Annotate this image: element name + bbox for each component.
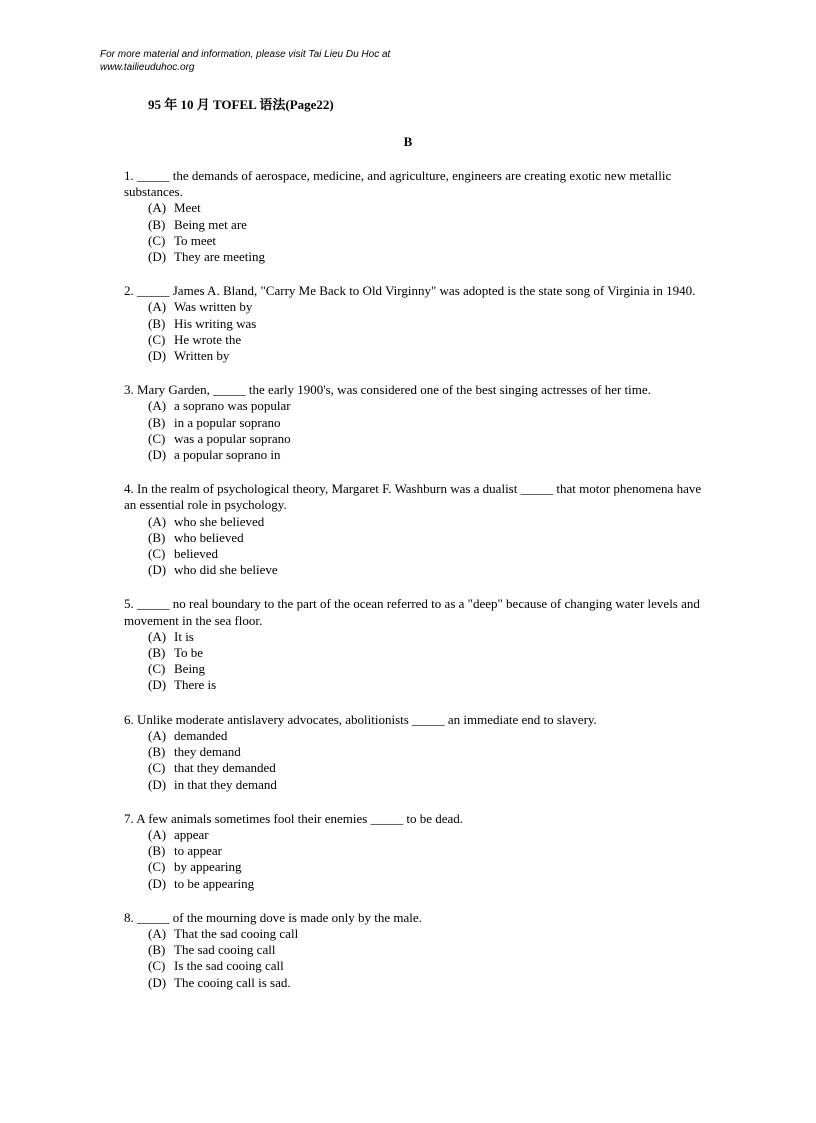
- option-text: That the sad cooing call: [174, 925, 299, 941]
- question-2-option-4: [148, 348, 704, 364]
- question-stem: [124, 481, 704, 513]
- question-7-option-2: [148, 843, 704, 859]
- question-stem: [124, 283, 704, 299]
- option-letter: (A): [148, 826, 167, 842]
- option-text: they demand: [174, 744, 241, 760]
- option-letter: (B): [148, 315, 166, 331]
- option-letter: (D): [148, 249, 167, 265]
- question-3-option-2: [148, 415, 704, 431]
- option-letter: (B): [148, 414, 166, 430]
- option-text: a soprano was popular: [174, 398, 291, 414]
- question-1-option-1: [148, 200, 704, 216]
- option-letter: (B): [148, 744, 166, 760]
- answer-options: [124, 629, 704, 694]
- section-label: B: [403, 134, 413, 149]
- question-4-option-4: [148, 562, 704, 578]
- question-8-option-1: [148, 926, 704, 942]
- option-letter: (C): [148, 331, 166, 347]
- question-5-option-2: [148, 645, 704, 661]
- question-3-option-1: [148, 398, 704, 414]
- option-letter: (A): [148, 398, 167, 414]
- question-text: A few animals sometimes fool their enemies _____ to be dead.: [136, 810, 464, 826]
- option-text: He wrote the: [174, 331, 242, 347]
- option-text: To be: [174, 645, 204, 661]
- question-6: [124, 712, 704, 793]
- option-letter: (C): [148, 661, 166, 677]
- option-text: who did she believe: [174, 562, 278, 578]
- question-text: _____ James A. Bland, "Carry Me Back to Old Virginny" was adopted is the state song of Virginia in 1940.: [137, 283, 696, 299]
- answer-options: [124, 926, 704, 991]
- question-text: Unlike moderate antislavery advocates, abolitionists _____ an immediate end to slavery.: [137, 711, 597, 727]
- option-text: who she believed: [174, 513, 265, 529]
- question-number: 6.: [124, 711, 134, 727]
- option-letter: (A): [148, 200, 167, 216]
- answer-options: [124, 728, 704, 793]
- option-letter: (D): [148, 974, 167, 990]
- option-text: was a popular soprano: [174, 430, 291, 446]
- option-letter: (A): [148, 299, 167, 315]
- option-text: in a popular soprano: [174, 414, 281, 430]
- option-letter: (B): [148, 645, 166, 661]
- question-stem: [124, 168, 704, 200]
- answer-options: [124, 514, 704, 579]
- option-letter: (B): [148, 942, 166, 958]
- question-stem: [124, 596, 704, 628]
- question-4-option-2: [148, 530, 704, 546]
- question-1-option-4: [148, 249, 704, 265]
- question-8-option-4: [148, 975, 704, 991]
- option-text: that they demanded: [174, 760, 276, 776]
- question-8-option-2: [148, 942, 704, 958]
- option-letter: (D): [148, 875, 167, 891]
- option-text: to be appearing: [174, 875, 255, 891]
- question-5-option-1: [148, 629, 704, 645]
- option-letter: (C): [148, 760, 166, 776]
- question-6-option-1: [148, 728, 704, 744]
- option-letter: (B): [148, 216, 166, 232]
- option-text: Is the sad cooing call: [174, 958, 284, 974]
- question-2-option-3: [148, 332, 704, 348]
- question-3: [124, 382, 704, 463]
- option-text: appear: [174, 826, 209, 842]
- question-number: 8.: [124, 909, 134, 925]
- answer-options: [124, 827, 704, 892]
- option-letter: (C): [148, 958, 166, 974]
- option-letter: (D): [148, 677, 167, 693]
- page-title: 95 年 10 月 TOFEL 语法(Page22): [148, 97, 334, 112]
- question-2: [124, 283, 704, 364]
- question-text: Mary Garden, _____ the early 1900's, was considered one of the best singing actresses of her time.: [137, 382, 651, 398]
- option-letter: (A): [148, 727, 167, 743]
- question-6-option-3: [148, 760, 704, 776]
- option-letter: (A): [148, 513, 167, 529]
- question-2-option-2: [148, 316, 704, 332]
- option-text: The sad cooing call: [174, 942, 276, 958]
- question-number: 1.: [124, 168, 134, 183]
- option-text: Written by: [174, 348, 230, 364]
- option-text: in that they demand: [174, 776, 277, 792]
- question-1-option-3: [148, 233, 704, 249]
- option-letter: (B): [148, 529, 166, 545]
- question-5-option-4: [148, 677, 704, 693]
- option-text: to appear: [174, 843, 223, 859]
- question-2-option-1: [148, 299, 704, 315]
- option-text: Was written by: [174, 299, 253, 315]
- option-letter: (D): [148, 776, 167, 792]
- answer-options: [124, 200, 704, 265]
- question-5: [124, 596, 704, 693]
- question-8: [124, 910, 704, 991]
- option-text: believed: [174, 546, 219, 562]
- question-1-option-2: [148, 217, 704, 233]
- header-url: www.tailieuduhoc.org: [100, 62, 195, 73]
- option-letter: (C): [148, 546, 166, 562]
- question-7: [124, 811, 704, 892]
- option-text: a popular soprano in: [174, 447, 281, 463]
- option-text: They are meeting: [174, 249, 265, 265]
- question-text: _____ of the mourning dove is made only by the male.: [137, 909, 422, 925]
- question-6-option-2: [148, 744, 704, 760]
- option-letter: (D): [148, 562, 167, 578]
- option-text: demanded: [174, 727, 228, 743]
- question-8-option-3: [148, 958, 704, 974]
- question-4-option-3: [148, 546, 704, 562]
- question-number: 3.: [124, 382, 134, 398]
- header-note: [100, 48, 390, 74]
- question-3-option-4: [148, 447, 704, 463]
- option-text: There is: [174, 677, 217, 693]
- option-text: by appearing: [174, 859, 242, 875]
- question-number: 2.: [124, 283, 134, 299]
- answer-options: [124, 398, 704, 463]
- option-letter: (C): [148, 859, 166, 875]
- option-letter: (A): [148, 925, 167, 941]
- option-text: The cooing call is sad.: [174, 974, 291, 990]
- question-stem: [124, 910, 704, 926]
- question-number: 5.: [124, 596, 134, 612]
- question-3-option-3: [148, 431, 704, 447]
- question-5-option-3: [148, 661, 704, 677]
- question-number: 7.: [124, 810, 134, 826]
- option-letter: (C): [148, 430, 166, 446]
- question-stem: [124, 712, 704, 728]
- question-4: [124, 481, 704, 578]
- option-text: who believed: [174, 529, 244, 545]
- question-1: [124, 168, 704, 265]
- option-letter: (A): [148, 628, 167, 644]
- question-text: _____ no real boundary to the part of the ocean referred to as a "deep" because of changing water levels and movement in the sea floor.: [124, 596, 700, 628]
- option-text: Being: [174, 661, 206, 677]
- question-text: In the realm of psychological theory, Margaret F. Washburn was a dualist _____ that motor phenomena have an essential role in psychology.: [124, 481, 702, 513]
- option-letter: (D): [148, 348, 167, 364]
- question-stem: [124, 382, 704, 398]
- option-text: His writing was: [174, 315, 257, 331]
- question-stem: [124, 811, 704, 827]
- option-letter: (C): [148, 232, 166, 248]
- question-number: 4.: [124, 481, 134, 497]
- question-6-option-4: [148, 777, 704, 793]
- option-text: It is: [174, 628, 194, 644]
- option-text: Being met are: [174, 216, 247, 232]
- question-text: _____ the demands of aerospace, medicine, and agriculture, engineers are creating exotic new metallic substances.: [124, 168, 672, 200]
- header-line-1: For more material and information, please visit Tai Lieu Du Hoc at: [100, 49, 391, 60]
- question-7-option-3: [148, 859, 704, 875]
- question-list: [124, 168, 704, 1009]
- option-text: To meet: [174, 232, 217, 248]
- option-letter: (D): [148, 447, 167, 463]
- option-letter: (B): [148, 843, 166, 859]
- question-4-option-1: [148, 514, 704, 530]
- question-7-option-4: [148, 876, 704, 892]
- question-7-option-1: [148, 827, 704, 843]
- answer-options: [124, 299, 704, 364]
- option-text: Meet: [174, 200, 201, 216]
